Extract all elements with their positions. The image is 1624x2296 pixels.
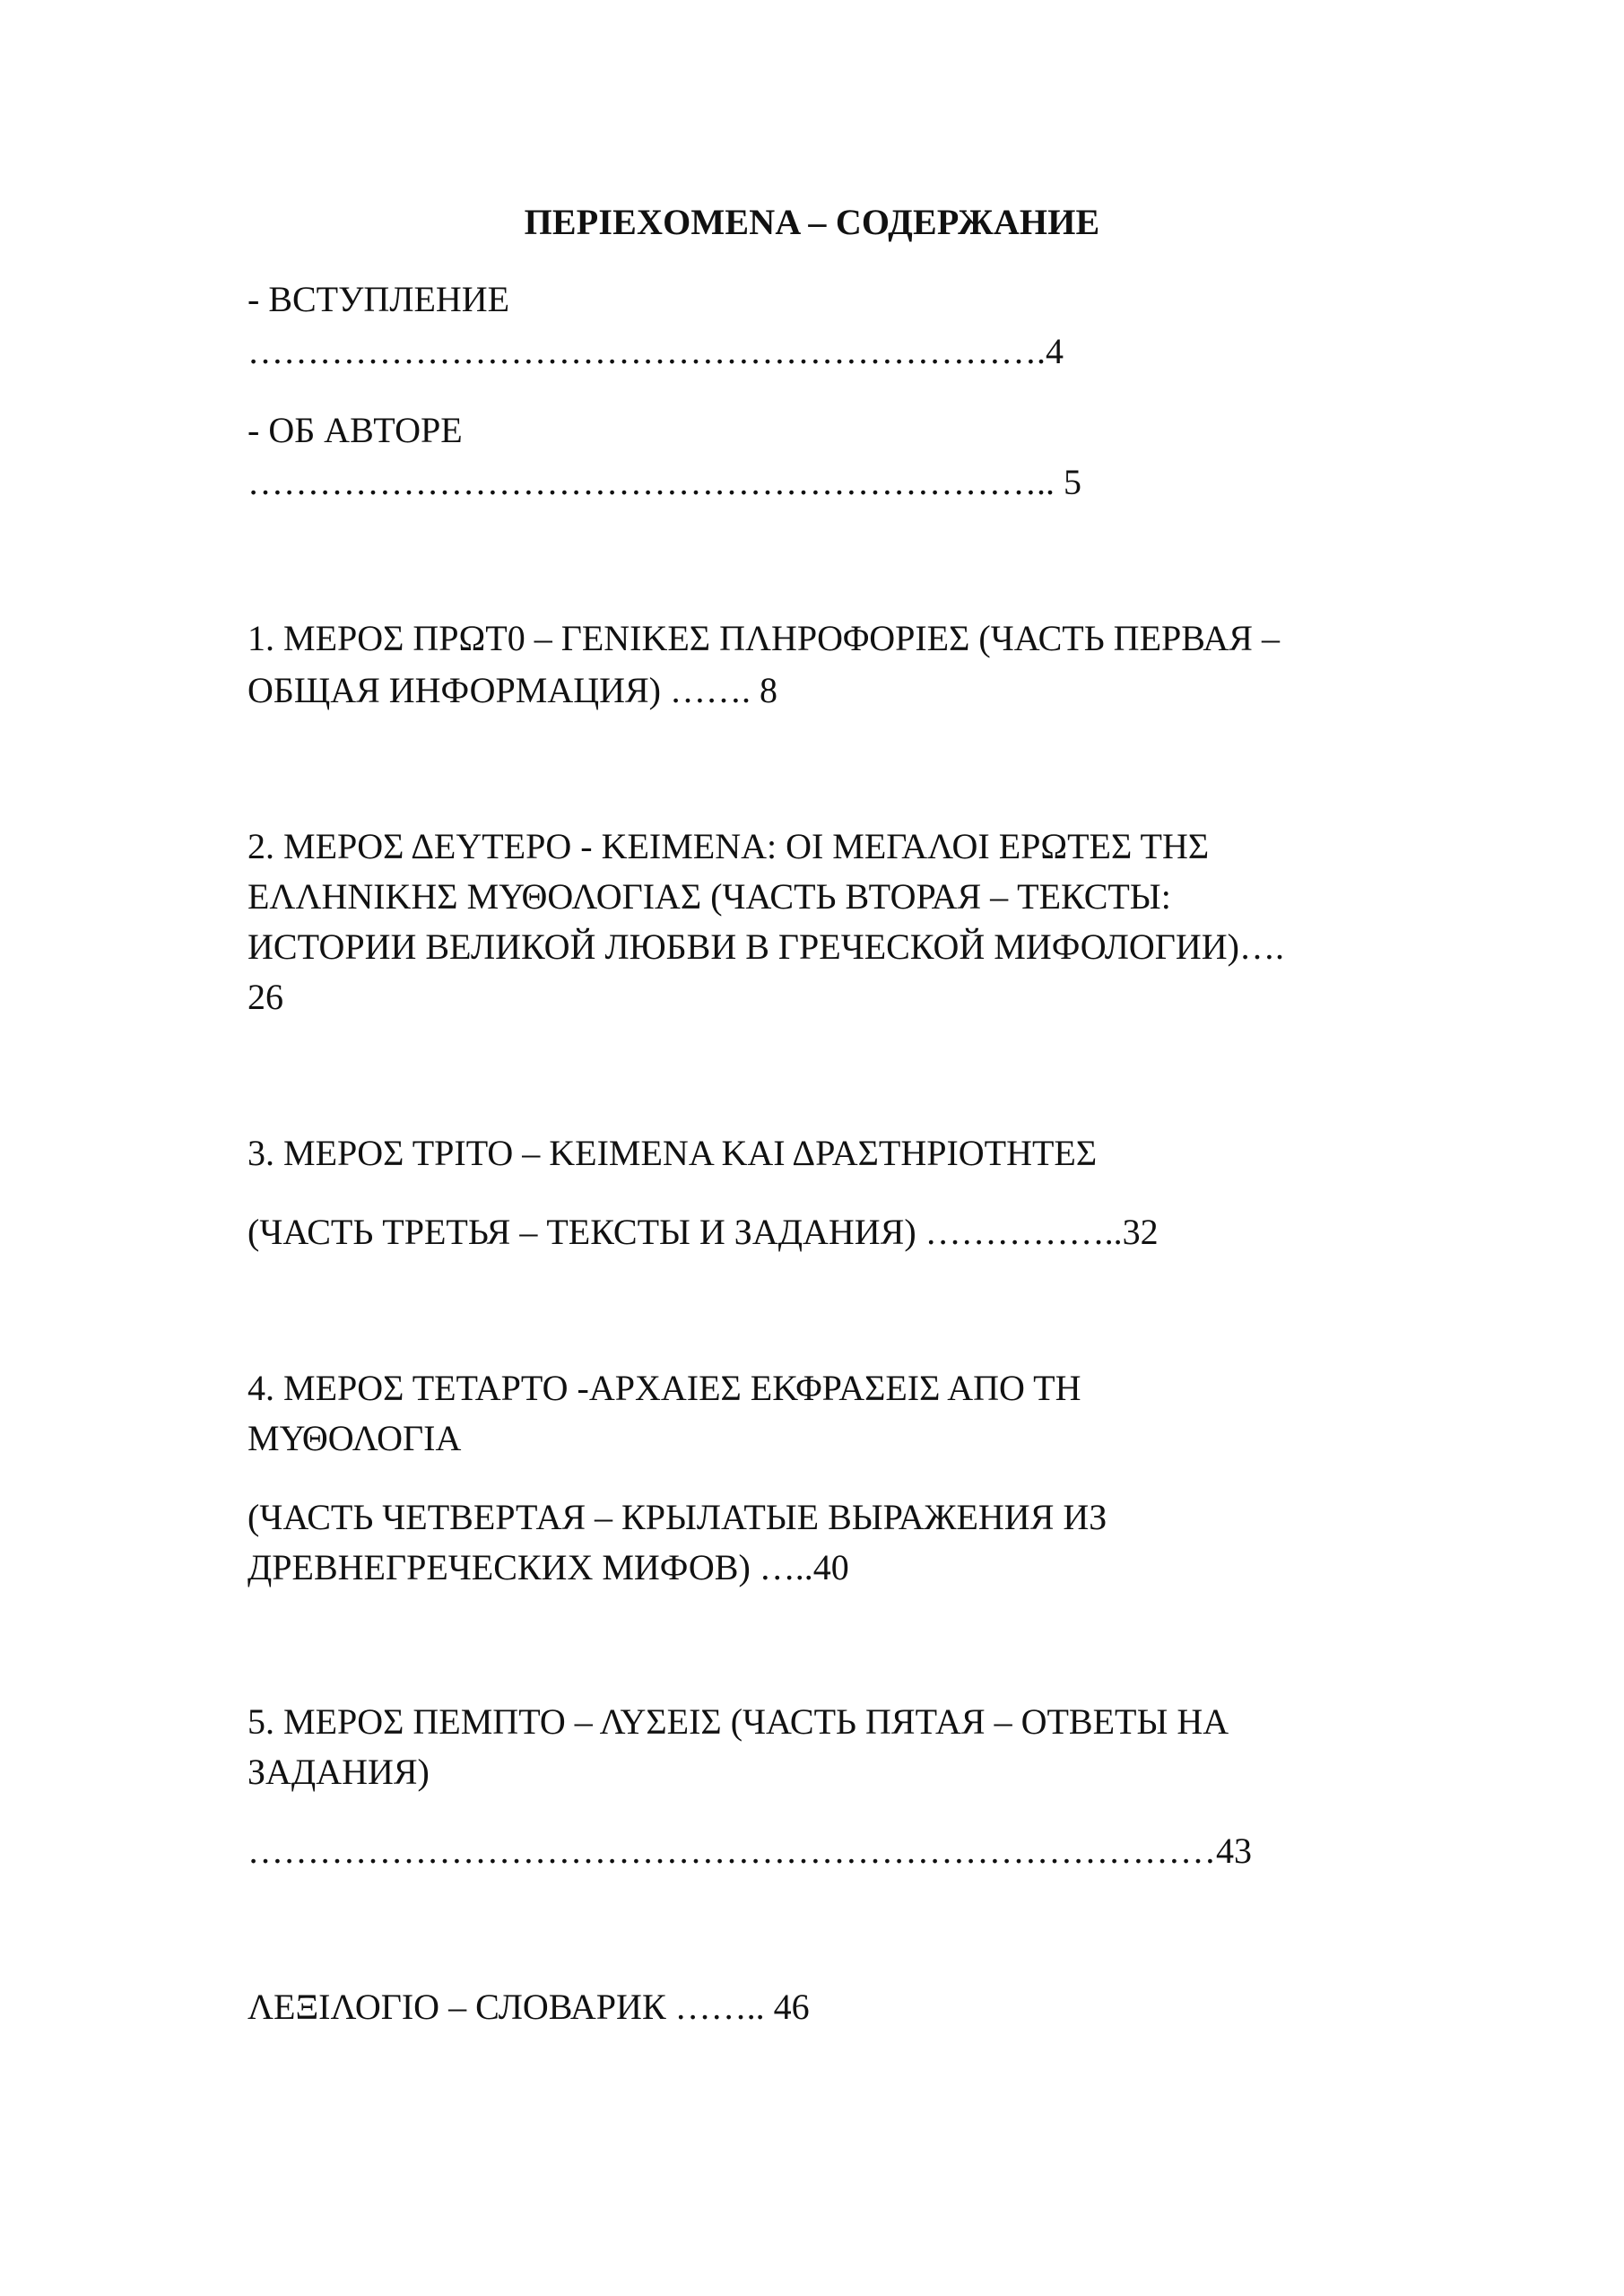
toc-part5-line1: 5. ΜΕΡΟΣ ΠΕΜΠΤΟ – ΛΥΣΕΙΣ (ЧАСТЬ ПЯТАЯ – ОТВЕТЫ НА bbox=[248, 1701, 1229, 1742]
toc-part5-leader: ………………………………………………………………………43 bbox=[248, 1831, 1252, 1871]
toc-author-leader: ………………………………………………………….. 5 bbox=[248, 462, 1081, 502]
toc-glossary-line1: ΛΕΞΙΛΟΓΙΟ – СЛОВАРИК …….. 46 bbox=[248, 1987, 810, 2027]
toc-part2-line1: 2. ΜΕΡΟΣ ΔΕΥΤΕΡΟ - ΚΕΙΜΕΝΑ: ΟΙ ΜΕΓΑΛΟΙ ΕΡΩΤΕΣ ΤΗΣ bbox=[248, 826, 1210, 866]
toc-part2-line4: 26 bbox=[248, 977, 283, 1017]
toc-intro-label: - ВСТУПЛЕНИЕ bbox=[248, 279, 510, 319]
toc-part4-line3: (ЧАСТЬ ЧЕТВЕРТАЯ – КРЫЛАТЫЕ ВЫРАЖЕНИЯ ИЗ bbox=[248, 1497, 1107, 1537]
toc-intro-leader: ………………………………………………………….4 bbox=[248, 331, 1064, 371]
toc-author-label: - ОБ АВТОРЕ bbox=[248, 410, 463, 450]
toc-part3-line1: 3. ΜΕΡΟΣ ΤΡΙΤΟ – ΚΕΙΜΕΝΑ ΚΑΙ ΔΡΑΣΤΗΡΙΟΤΗΤΕΣ bbox=[248, 1133, 1098, 1173]
toc-part4-line1: 4. ΜΕΡΟΣ ΤΕΤΑΡΤΟ -ΑΡΧΑΙΕΣ ΕΚΦΡΑΣΕΙΣ ΑΠΟ ΤΗ bbox=[248, 1368, 1081, 1408]
toc-part2-line3: ИСТОРИИ ВЕЛИКОЙ ЛЮБВИ В ГРЕЧЕСКОЙ МИФОЛОГИИ)…. bbox=[248, 926, 1284, 967]
toc-part3-line2: (ЧАСТЬ ТРЕТЬЯ – ТЕКСТЫ И ЗАДАНИЯ) ……………..32 bbox=[248, 1212, 1159, 1252]
toc-part1-line1: 1. ΜΕΡΟΣ ΠΡΩΤ0 – ΓΕΝΙΚΕΣ ΠΛΗΡΟΦΟΡΙΕΣ (ЧАСТЬ ПЕРВАЯ – bbox=[248, 618, 1280, 658]
toc-part2-line2: ΕΛΛΗΝΙΚΗΣ ΜΥΘΟΛΟΓΙΑΣ (ЧАСТЬ ВТОРАЯ – ТЕКСТЫ: bbox=[248, 876, 1171, 917]
toc-part5-line2: ЗАДАНИЯ) bbox=[248, 1752, 430, 1792]
toc-part1-line2: ОБЩАЯ ИНФОРМАЦИЯ) ……. 8 bbox=[248, 670, 777, 710]
toc-part4-line4: ДРЕВНЕГРЕЧЕСКИХ МИФОВ) …..40 bbox=[248, 1547, 849, 1587]
toc-part4-line2: ΜΥΘΟΛΟΓΙΑ bbox=[248, 1418, 462, 1458]
toc-title: ΠΕΡΙΕΧΟΜΕΝΑ – СОДЕРЖАНИЕ bbox=[524, 202, 1100, 242]
